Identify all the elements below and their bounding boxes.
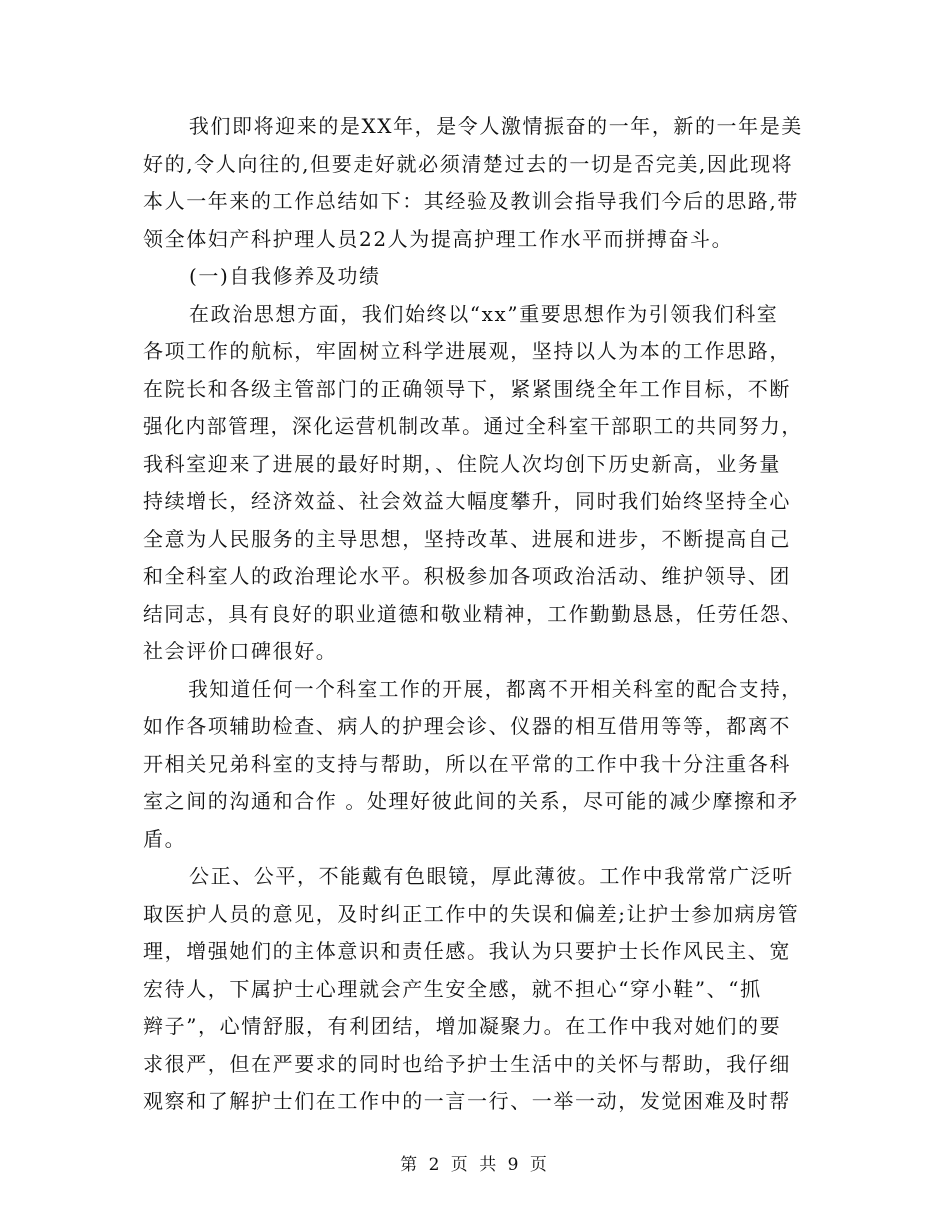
- text-line: 求很严，但在严要求的同时也给予护士生活中的关怀与帮助，我仔细: [143, 1051, 791, 1076]
- text-line: (一)自我修养及功绩: [189, 264, 381, 288]
- text-line: 开相关兄弟科室的支持与帮助，所以在平常的工作中我十分注重各科: [143, 751, 791, 776]
- text-line: 取医护人员的意见，及时纠正工作中的失误和偏差;让护士参加病房管: [143, 901, 800, 926]
- text-line: 宏待人，下属护士心理就会产生安全感，就不担心“穿小鞋”、“抓: [143, 976, 762, 1001]
- text-line: 全意为人民服务的主导思想，坚持改革、进展和进步，不断提高自己: [143, 526, 791, 551]
- text-line: 在政治思想方面，我们始终以“xx”重要思想作为引领我们科室: [189, 301, 779, 326]
- text-line: 在院长和各级主管部门的正确领导下，紧紧围绕全年工作目标，不断: [143, 376, 791, 401]
- text-line: 室之间的沟通和合作 。处理好彼此间的关系，尽可能的减少摩擦和矛: [143, 789, 799, 813]
- text-line: 我们即将迎来的是XX年，是令人激情振奋的一年，新的一年是美: [188, 114, 803, 138]
- text-line: 领全体妇产科护理人员22人为提高护理工作水平而拼搏奋斗。: [143, 226, 734, 251]
- document-body: [143, 108, 803, 1121]
- text-line: 各项工作的航标，牢固树立科学进展观，坚持以人为本的工作思路，: [143, 339, 791, 363]
- text-line: 强化内部管理，深化运营机制改革。通过全科室干部职工的共同努力，: [143, 414, 803, 438]
- text-line: 好的,令人向往的,但要走好就必须清楚过去的一切是否完美,因此现将: [143, 151, 794, 176]
- text-line: 结同志，具有良好的职业道德和敬业精神，工作勤勤恳恳，任劳任怨、: [143, 601, 803, 626]
- text-line: 持续增长，经济效益、社会效益大幅度攀升，同时我们始终坚持全心: [143, 489, 791, 513]
- text-line: 我科室迎来了进展的最好时期，、住院人次均创下历史新高，业务量: [143, 451, 781, 476]
- text-line: 盾。: [143, 826, 187, 851]
- text-line: 理，增强她们的主体意识和责任感。我认为只要护士长作风民主、宽: [143, 939, 791, 963]
- text-line: 辫子”，心情舒服，有利团结，增加凝聚力。在工作中我对她们的要: [143, 1014, 782, 1038]
- page-footer: 第 2 页 共 9 页: [400, 1155, 550, 1175]
- text-line: 和全科室人的政治理论水平。积极参加各项政治活动、维护领导、团: [143, 564, 791, 588]
- text-line: 公正、公平，不能戴有色眼镜，厚此薄彼。工作中我常常广泛听: [189, 864, 794, 888]
- text-line: 本人一年来的工作总结如下：其经验及教训会指导我们今后的思路,带: [143, 189, 799, 213]
- text-line: 我知道任何一个科室工作的开展，都离不开相关科室的配合支持，: [188, 676, 803, 701]
- text-line: 如作各项辅助检查、病人的护理会诊、仪器的相互借用等等，都离不: [143, 714, 791, 738]
- text-line: 社会评价口碑很好。: [143, 639, 338, 663]
- text-line: 观察和了解护士们在工作中的一言一行、一举一动，发觉困难及时帮: [143, 1089, 791, 1113]
